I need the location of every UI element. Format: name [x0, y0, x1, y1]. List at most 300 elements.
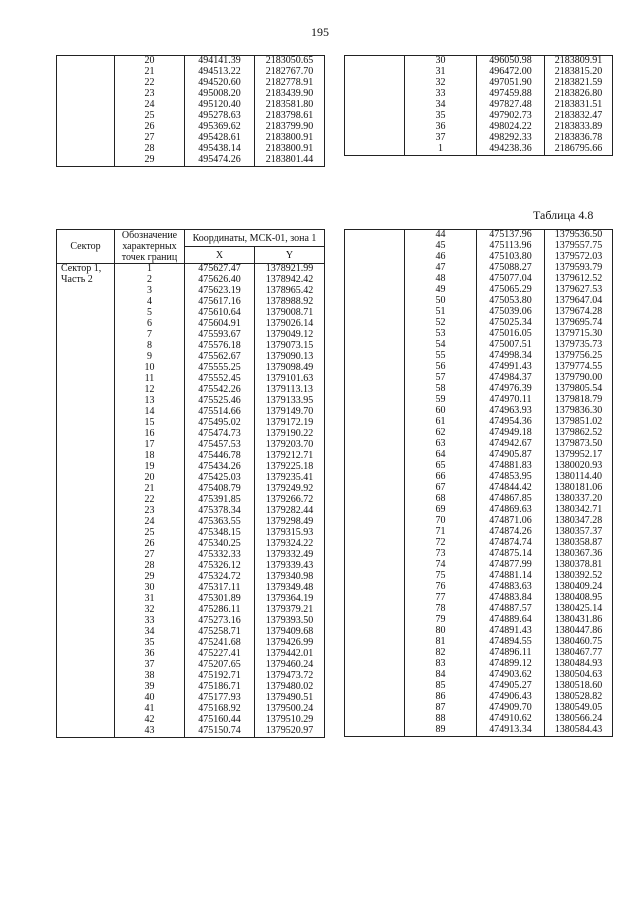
- point-number: 35: [405, 111, 477, 122]
- coord-y: 1380484.93: [545, 659, 613, 670]
- point-number: 47: [405, 263, 477, 274]
- point-number: 1: [115, 264, 185, 276]
- point-number: 65: [405, 461, 477, 472]
- coord-y: 2183800.91: [255, 144, 325, 155]
- point-number: 14: [115, 407, 185, 418]
- point-number: 61: [405, 417, 477, 428]
- coord-x: 475555.25: [185, 363, 255, 374]
- coord-y: 1379593.79: [545, 263, 613, 274]
- sector-cell: [345, 230, 405, 242]
- coord-y: 1378921.99: [255, 264, 325, 276]
- table-row: [57, 638, 325, 649]
- sector-cell: [57, 594, 115, 605]
- sector-cell: [57, 616, 115, 627]
- sector-cell: [57, 539, 115, 550]
- point-number: 8: [115, 341, 185, 352]
- sector-cell: [345, 384, 405, 395]
- coord-x: 474844.42: [477, 483, 545, 494]
- point-number: 29: [115, 155, 185, 167]
- table-row: [345, 122, 613, 133]
- coord-y: 1379008.71: [255, 308, 325, 319]
- table-row: [345, 329, 613, 340]
- table-row: [345, 516, 613, 527]
- point-number: 26: [115, 539, 185, 550]
- sector-cell: [345, 472, 405, 483]
- sector-cell: [57, 155, 115, 167]
- coord-y: 1380460.75: [545, 637, 613, 648]
- coord-y: 2183832.47: [545, 111, 613, 122]
- table-row: [345, 472, 613, 483]
- coord-y: 1379172.19: [255, 418, 325, 429]
- point-number: 36: [405, 122, 477, 133]
- coord-x: 475495.02: [185, 418, 255, 429]
- sector-cell: [57, 133, 115, 144]
- coord-x: 475039.06: [477, 307, 545, 318]
- point-number: 23: [115, 506, 185, 517]
- table-row: [57, 495, 325, 506]
- table-row: [345, 714, 613, 725]
- sector-cell: [345, 263, 405, 274]
- table-row: [345, 428, 613, 439]
- coord-y: 2183798.61: [255, 111, 325, 122]
- table-row: [345, 417, 613, 428]
- coord-y: 1379674.28: [545, 307, 613, 318]
- sector-cell: [345, 144, 405, 156]
- point-number: 30: [115, 583, 185, 594]
- sector-cell: [57, 682, 115, 693]
- sector-cell: [345, 373, 405, 384]
- table-row: [57, 155, 325, 167]
- sector-cell: [57, 462, 115, 473]
- coord-x: 475562.67: [185, 352, 255, 363]
- point-number: 28: [115, 561, 185, 572]
- sector-cell: [57, 572, 115, 583]
- coord-x: 497827.48: [477, 100, 545, 111]
- coord-x: 494141.39: [185, 56, 255, 68]
- coord-x: 475324.72: [185, 572, 255, 583]
- coord-x: 498292.33: [477, 133, 545, 144]
- coord-y: 1379818.79: [545, 395, 613, 406]
- sector-cell: [57, 638, 115, 649]
- coord-y: 1379379.21: [255, 605, 325, 616]
- point-number: 85: [405, 681, 477, 692]
- sector-cell: [345, 111, 405, 122]
- coord-x: 475326.12: [185, 561, 255, 572]
- table-row: [345, 659, 613, 670]
- coord-x: 495438.14: [185, 144, 255, 155]
- sector-cell: [345, 527, 405, 538]
- coord-x: 474883.84: [477, 593, 545, 604]
- coord-y: 1379490.51: [255, 693, 325, 704]
- coord-y: 2183799.90: [255, 122, 325, 133]
- coord-x: 475604.91: [185, 319, 255, 330]
- header-designation: Обозначение характерных точек границ: [115, 230, 185, 264]
- table-row: [57, 605, 325, 616]
- coord-y: 2186795.66: [545, 144, 613, 156]
- table-row: [57, 374, 325, 385]
- table-caption: Таблица 4.8: [533, 208, 594, 222]
- coord-x: 474954.36: [477, 417, 545, 428]
- coord-y: 1380566.24: [545, 714, 613, 725]
- table-row: [57, 396, 325, 407]
- table-row: [345, 318, 613, 329]
- coord-y: 1379952.17: [545, 450, 613, 461]
- coord-y: 1379805.54: [545, 384, 613, 395]
- coord-y: 1379510.29: [255, 715, 325, 726]
- coord-x: 475626.40: [185, 275, 255, 286]
- sector-cell: [345, 318, 405, 329]
- coord-y: 2183836.78: [545, 133, 613, 144]
- coord-x: 474891.43: [477, 626, 545, 637]
- table-row: [345, 78, 613, 89]
- point-number: 21: [115, 484, 185, 495]
- point-number: 32: [405, 78, 477, 89]
- sector-cell: [57, 561, 115, 572]
- coord-x: 474909.70: [477, 703, 545, 714]
- table-row: [57, 462, 325, 473]
- coord-x: 475065.29: [477, 285, 545, 296]
- point-number: 52: [405, 318, 477, 329]
- coord-x: 475378.34: [185, 506, 255, 517]
- point-number: 37: [115, 660, 185, 671]
- coord-x: 496050.98: [477, 56, 545, 68]
- table-row: [57, 726, 325, 738]
- sector-cell: [57, 396, 115, 407]
- point-number: 69: [405, 505, 477, 516]
- sector-cell: [57, 352, 115, 363]
- coord-x: 474984.37: [477, 373, 545, 384]
- coord-y: 2183581.80: [255, 100, 325, 111]
- table-row: [345, 406, 613, 417]
- point-number: 34: [405, 100, 477, 111]
- coord-x: 495120.40: [185, 100, 255, 111]
- coord-x: 474867.85: [477, 494, 545, 505]
- sector-cell: [345, 296, 405, 307]
- table-row: [345, 725, 613, 737]
- coord-x: 475542.26: [185, 385, 255, 396]
- coord-x: 474871.06: [477, 516, 545, 527]
- point-number: 22: [115, 78, 185, 89]
- sector-cell: [57, 550, 115, 561]
- coord-x: 475088.27: [477, 263, 545, 274]
- sector-cell: [345, 362, 405, 373]
- table-row: [57, 330, 325, 341]
- sector-cell: [57, 341, 115, 352]
- coord-y: 1378942.42: [255, 275, 325, 286]
- table-row: [57, 385, 325, 396]
- coord-y: 1380378.81: [545, 560, 613, 571]
- table-row: [57, 550, 325, 561]
- point-number: 71: [405, 527, 477, 538]
- coord-y: 1380504.63: [545, 670, 613, 681]
- table-row: [57, 275, 325, 286]
- table-row: [345, 362, 613, 373]
- point-number: 45: [405, 241, 477, 252]
- coord-x: 475025.34: [477, 318, 545, 329]
- point-number: 21: [115, 67, 185, 78]
- coord-y: 1379149.70: [255, 407, 325, 418]
- table-row: [57, 693, 325, 704]
- point-number: 81: [405, 637, 477, 648]
- coord-y: 1379480.02: [255, 682, 325, 693]
- table-row: [57, 56, 325, 68]
- table-row: [57, 561, 325, 572]
- coord-x: 475273.16: [185, 616, 255, 627]
- sector-cell: [345, 626, 405, 637]
- sector-cell: [57, 649, 115, 660]
- sector-cell: [345, 483, 405, 494]
- point-number: 17: [115, 440, 185, 451]
- sector-cell: [345, 593, 405, 604]
- sector-cell: [57, 440, 115, 451]
- sector-cell: [345, 307, 405, 318]
- table-row: [345, 681, 613, 692]
- point-number: 86: [405, 692, 477, 703]
- coord-y: 1379426.99: [255, 638, 325, 649]
- coord-x: 475103.80: [477, 252, 545, 263]
- table-row: [57, 660, 325, 671]
- table-row: [345, 351, 613, 362]
- coord-y: 1380357.37: [545, 527, 613, 538]
- coord-x: 474998.34: [477, 351, 545, 362]
- sector-cell: [345, 406, 405, 417]
- point-number: 63: [405, 439, 477, 450]
- point-number: 20: [115, 473, 185, 484]
- table-row: [57, 594, 325, 605]
- sector-cell: [345, 582, 405, 593]
- point-number: 70: [405, 516, 477, 527]
- sector-cell: [57, 484, 115, 495]
- table-row: [345, 241, 613, 252]
- header-coordinates: Координаты, МСК-01, зона 1: [185, 230, 325, 247]
- coord-x: 475286.11: [185, 605, 255, 616]
- point-number: 62: [405, 428, 477, 439]
- sector-cell: [345, 241, 405, 252]
- sector-cell: [345, 505, 405, 516]
- coord-y: 1379049.12: [255, 330, 325, 341]
- sector-cell: [345, 351, 405, 362]
- sector-cell: [57, 506, 115, 517]
- table-row: [345, 494, 613, 505]
- table-row: [57, 440, 325, 451]
- coord-y: 1379473.72: [255, 671, 325, 682]
- sector-cell: [57, 418, 115, 429]
- point-number: 33: [115, 616, 185, 627]
- coord-y: 1380358.87: [545, 538, 613, 549]
- coord-x: 475186.71: [185, 682, 255, 693]
- table-row: [345, 560, 613, 571]
- point-number: 55: [405, 351, 477, 362]
- sector-cell: [57, 517, 115, 528]
- coord-x: 495428.61: [185, 133, 255, 144]
- point-number: 26: [115, 122, 185, 133]
- coord-y: 1380528.82: [545, 692, 613, 703]
- sector-cell: [345, 681, 405, 692]
- coord-x: 497902.73: [477, 111, 545, 122]
- coord-y: 1378965.42: [255, 286, 325, 297]
- point-number: 84: [405, 670, 477, 681]
- coord-x: 475340.25: [185, 539, 255, 550]
- table-row: [345, 582, 613, 593]
- coord-x: 475425.03: [185, 473, 255, 484]
- point-number: 77: [405, 593, 477, 604]
- sector-cell: [345, 659, 405, 670]
- sector-cell: [57, 429, 115, 440]
- coord-x: 475610.64: [185, 308, 255, 319]
- table-row: [57, 572, 325, 583]
- sector-cell: [57, 627, 115, 638]
- coord-x: 475207.65: [185, 660, 255, 671]
- point-number: 59: [405, 395, 477, 406]
- point-number: 33: [405, 89, 477, 100]
- coord-y: 1379442.01: [255, 649, 325, 660]
- coord-y: 1379862.52: [545, 428, 613, 439]
- table-row: [57, 363, 325, 374]
- coord-y: 1380367.36: [545, 549, 613, 560]
- coord-x: 475457.53: [185, 440, 255, 451]
- sector-cell: [345, 252, 405, 263]
- point-number: 29: [115, 572, 185, 583]
- table-row: [345, 692, 613, 703]
- coord-y: 2183833.89: [545, 122, 613, 133]
- coord-y: 2183050.65: [255, 56, 325, 68]
- coord-x: 475617.16: [185, 297, 255, 308]
- point-number: 76: [405, 582, 477, 593]
- sector-cell: [57, 605, 115, 616]
- header-sector: Сектор: [57, 230, 115, 264]
- coord-x: 475258.71: [185, 627, 255, 638]
- point-number: 75: [405, 571, 477, 582]
- sector-cell: [57, 100, 115, 111]
- table-row: [57, 133, 325, 144]
- coord-x: 494520.60: [185, 78, 255, 89]
- sector-cell: [345, 285, 405, 296]
- point-number: 79: [405, 615, 477, 626]
- point-number: 7: [115, 330, 185, 341]
- coord-x: 474869.63: [477, 505, 545, 516]
- point-number: 50: [405, 296, 477, 307]
- coord-x: 475332.33: [185, 550, 255, 561]
- table-row: [57, 583, 325, 594]
- sector-cell: [345, 461, 405, 472]
- sector-cell: [345, 494, 405, 505]
- point-number: 43: [115, 726, 185, 738]
- table-row: [57, 484, 325, 495]
- point-number: 41: [115, 704, 185, 715]
- coord-y: 1380584.43: [545, 725, 613, 737]
- sector-cell: [57, 111, 115, 122]
- point-number: 5: [115, 308, 185, 319]
- sector-cell: [57, 330, 115, 341]
- table-row: [57, 144, 325, 155]
- table-row: [57, 78, 325, 89]
- point-number: 24: [115, 100, 185, 111]
- coord-y: 1379339.43: [255, 561, 325, 572]
- table-row: [345, 307, 613, 318]
- point-number: 12: [115, 385, 185, 396]
- coord-x: 475192.71: [185, 671, 255, 682]
- sector-cell: [57, 704, 115, 715]
- point-number: 31: [115, 594, 185, 605]
- point-number: 60: [405, 406, 477, 417]
- coord-y: 1379113.13: [255, 385, 325, 396]
- coord-y: 1379520.97: [255, 726, 325, 738]
- sector-cell: [57, 297, 115, 308]
- sector-cell: [345, 340, 405, 351]
- coord-y: 2183809.91: [545, 56, 613, 68]
- point-number: 73: [405, 549, 477, 560]
- table-row: [345, 571, 613, 582]
- sector-cell: [57, 495, 115, 506]
- table-row: [57, 352, 325, 363]
- table-row: [345, 285, 613, 296]
- point-number: 2: [115, 275, 185, 286]
- point-number: 4: [115, 297, 185, 308]
- table-row: [345, 100, 613, 111]
- coord-x: 475150.74: [185, 726, 255, 738]
- coord-x: 474889.64: [477, 615, 545, 626]
- sector-cell: [345, 516, 405, 527]
- table-row: [345, 483, 613, 494]
- coord-y: 1379349.48: [255, 583, 325, 594]
- coord-y: 2183801.44: [255, 155, 325, 167]
- coord-y: 1379101.63: [255, 374, 325, 385]
- sector-cell: [57, 319, 115, 330]
- coord-x: 495008.20: [185, 89, 255, 100]
- coord-x: 475137.96: [477, 230, 545, 242]
- coord-y: 1379340.98: [255, 572, 325, 583]
- coord-y: 1380342.71: [545, 505, 613, 516]
- coord-x: 494513.22: [185, 67, 255, 78]
- coord-x: 475623.19: [185, 286, 255, 297]
- table-row: [345, 450, 613, 461]
- sector-cell: [57, 528, 115, 539]
- coord-y: 1380181.06: [545, 483, 613, 494]
- point-number: 32: [115, 605, 185, 616]
- coord-x: 475053.80: [477, 296, 545, 307]
- coord-x: 475317.11: [185, 583, 255, 594]
- sector-cell: Часть 2: [57, 275, 115, 286]
- table-row: [345, 111, 613, 122]
- coord-y: 2183815.20: [545, 67, 613, 78]
- sector-cell: [345, 725, 405, 737]
- point-number: 88: [405, 714, 477, 725]
- coord-x: 475552.45: [185, 374, 255, 385]
- point-number: 36: [115, 649, 185, 660]
- coord-y: 2183831.51: [545, 100, 613, 111]
- point-number: 82: [405, 648, 477, 659]
- sector-cell: [345, 637, 405, 648]
- sector-cell: [345, 78, 405, 89]
- table-row: [57, 517, 325, 528]
- coord-x: 474905.27: [477, 681, 545, 692]
- coord-x: 475113.96: [477, 241, 545, 252]
- table-row: [57, 715, 325, 726]
- point-number: 23: [115, 89, 185, 100]
- table-row: [345, 626, 613, 637]
- point-number: 74: [405, 560, 477, 571]
- table-row: [57, 319, 325, 330]
- table-row: [345, 89, 613, 100]
- table-row: [57, 539, 325, 550]
- coord-x: 474883.63: [477, 582, 545, 593]
- coord-y: 1379460.24: [255, 660, 325, 671]
- coord-x: 474896.11: [477, 648, 545, 659]
- coord-x: 475160.44: [185, 715, 255, 726]
- point-number: 66: [405, 472, 477, 483]
- table-row: [345, 274, 613, 285]
- table-row: [57, 528, 325, 539]
